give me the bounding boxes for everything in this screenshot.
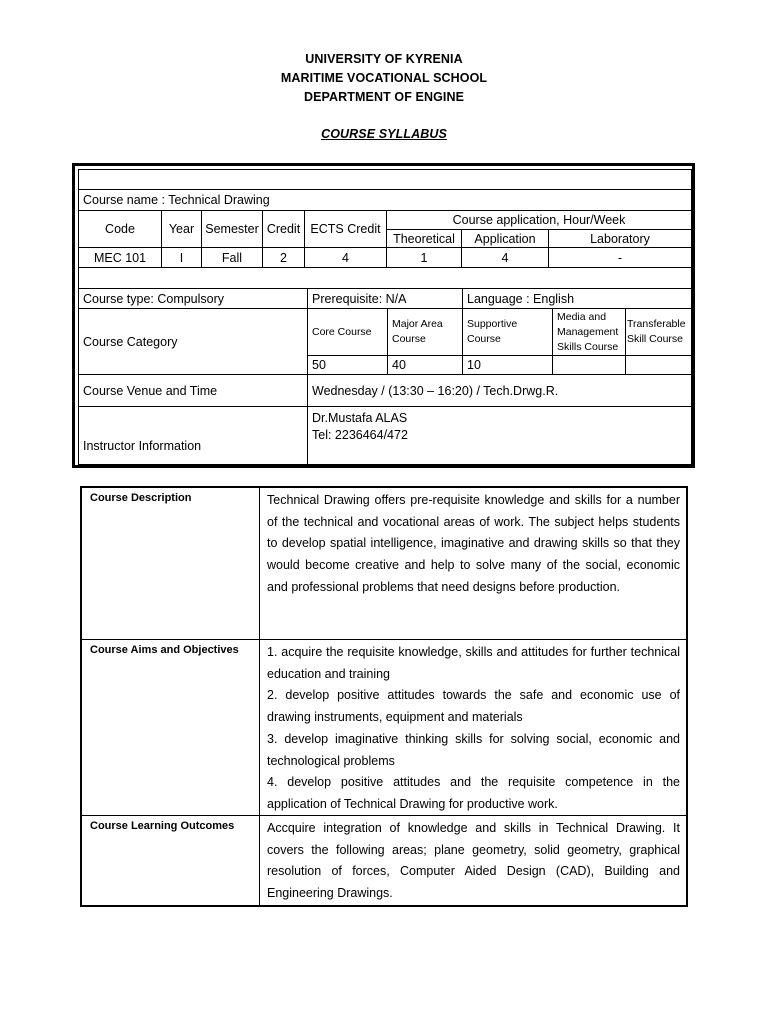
semester-value: Fall (201, 247, 263, 268)
learning-outcomes-text: Accquire integration of knowledge and skills in Technical Drawing. It covers the following areas; plane geometry, solid geometry, graphical resolution of forces, Computer Aided Design (CAD), Building and Engineering Drawings. (267, 821, 680, 901)
application-value: 4 (461, 247, 549, 268)
syllabus-title: COURSE SYLLABUS (321, 127, 447, 141)
laboratory-header: Laboratory (548, 229, 692, 248)
semester-header: Semester (201, 210, 263, 248)
application-header: Application (461, 229, 549, 248)
media-management-value (552, 355, 626, 375)
ects-value: 4 (304, 247, 387, 268)
school-title: MARITIME VOCATIONAL SCHOOL (280, 71, 488, 85)
course-type: Course type: Compulsory (78, 288, 308, 309)
major-area-value: 40 (387, 355, 463, 375)
course-application-header: Course application, Hour/Week (386, 210, 692, 230)
language: Language : English (462, 288, 692, 309)
prerequisite: Prerequisite: N/A (307, 288, 463, 309)
course-name: Course name : Technical Drawing (78, 189, 692, 211)
supportive-value: 10 (462, 355, 553, 375)
course-info-table (72, 163, 695, 468)
year-header: Year (161, 210, 202, 248)
course-description-text: Technical Drawing offers pre-requisite knowledge and skills for a number of the technical and vocational areas of work. The subject helps students to develop spatial intelligence, imaginative and drawing skills so that they would become creative and help to solve many of the social, economic and professional problems that need designs before production. (260, 488, 686, 640)
media-management-header: Media and Management Skills Course (552, 308, 626, 356)
aim-item: 4. develop positive attitudes and the requisite competence in the application of Technical Drawing for productive work. (267, 775, 680, 811)
venue-value: Wednesday / (13:30 – 16:20) / Tech.Drwg.R. (307, 374, 692, 407)
course-details-table (80, 486, 688, 907)
credit-header: Credit (262, 210, 305, 248)
venue-label: Course Venue and Time (78, 374, 308, 407)
department-title: DEPARTMENT OF ENGINE (303, 90, 465, 104)
blank-row-top (78, 169, 692, 190)
ects-header: ECTS Credit (304, 210, 387, 248)
year-value: I (161, 247, 202, 268)
instructor-tel: Tel: 2236464/472 (312, 428, 408, 442)
aim-item: 1. acquire the requisite knowledge, skills and attitudes for further technical education and training (267, 645, 680, 681)
aim-item: 2. develop positive attitudes towards the safe and economic use of drawing instruments, equipment and materials (267, 688, 680, 725)
transferable-skill-header: Transferable Skill Course (625, 308, 692, 356)
course-aims-list (260, 640, 686, 816)
core-course-value: 50 (307, 355, 388, 375)
theoretical-value: 1 (386, 247, 462, 268)
core-course-header: Core Course (307, 308, 388, 356)
blank-row-middle (78, 267, 692, 289)
learning-outcomes-label: Course Learning Outcomes (82, 816, 260, 905)
code-value: MEC 101 (78, 247, 162, 268)
university-title: UNIVERSITY OF KYRENIA (305, 52, 463, 66)
course-description-label: Course Description (82, 488, 260, 640)
code-header: Code (78, 210, 162, 248)
instructor-label: Instructor Information (78, 406, 308, 465)
instructor-info (307, 406, 692, 465)
transferable-skill-value (625, 355, 692, 375)
laboratory-value: - (548, 247, 692, 268)
theoretical-header: Theoretical (386, 229, 462, 248)
course-category-label: Course Category (78, 308, 308, 375)
supportive-course-header: Supportive Course (462, 308, 553, 356)
course-aims-label: Course Aims and Objectives (82, 640, 260, 816)
credit-value: 2 (262, 247, 305, 268)
instructor-name: Dr.Mustafa ALAS (312, 411, 408, 425)
aim-item: 3. develop imaginative thinking skills for solving social, economic and technological problems (267, 731, 680, 768)
major-area-course-header: Major Area Course (387, 308, 463, 356)
